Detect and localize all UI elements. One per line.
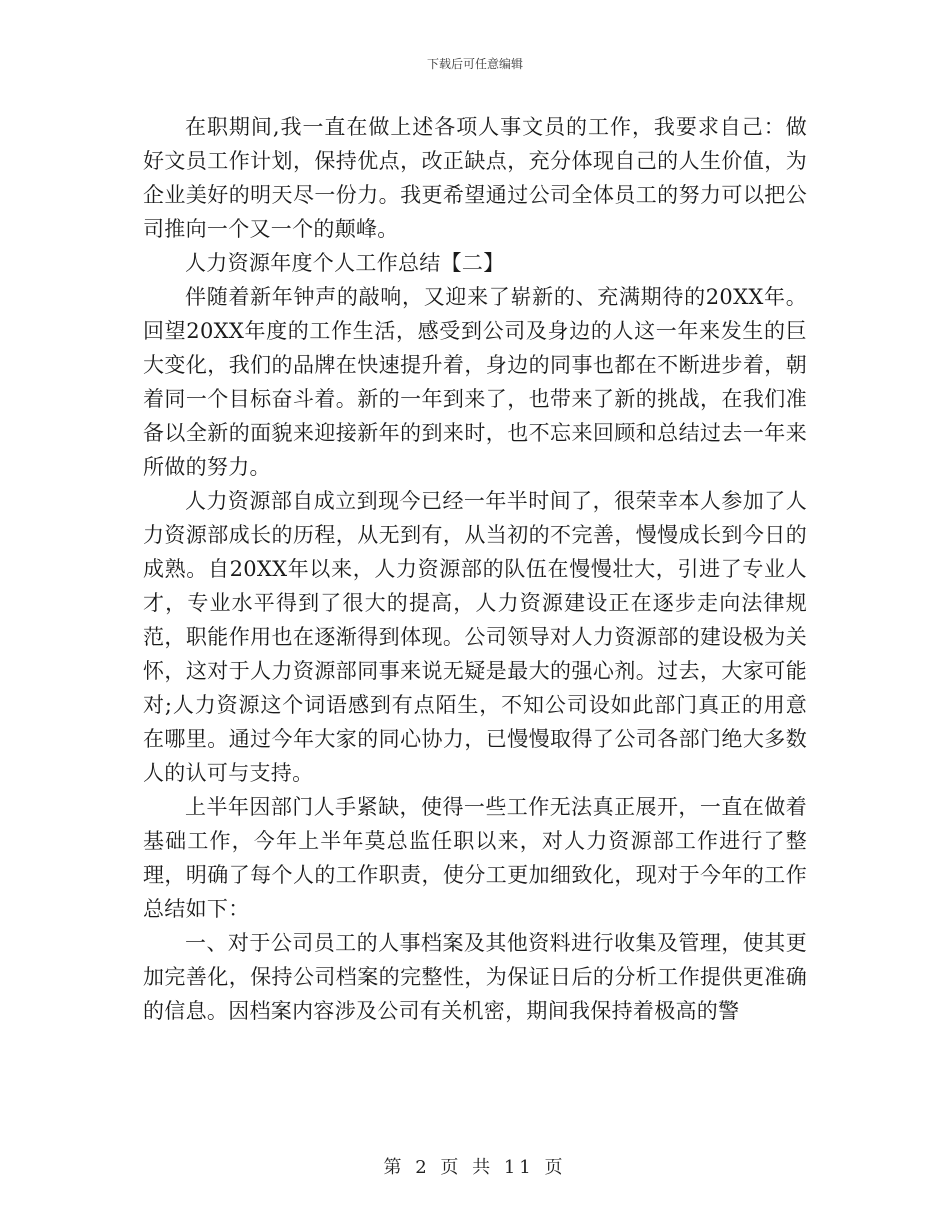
paragraph-3: 人力资源部自成立到现今已经一年半时间了，很荣幸本人参加了人力资源部成长的历程，从无到有，从当初的不完善，慢慢成长到今日的成熟。自20XX年以来，人力资源部的队伍在慢慢壮大，引进了专业人才，专业水平得到了很大的提高，人力资源建设正在逐步走向法律规范，职能作用也在逐渐得到体现。公司领导对人力资源部的建设极为关怀，这对于人力资源部同事来说无疑是最大的强心剂。过去，大家可能对;人力资源这个词语感到有点陌生，不知公司设如此部门真正的用意在哪里。通过今年大家的同心协力，已慢慢取得了公司各部门绝大多数人的认可与支持。 [143,489,807,785]
document-body [143,110,807,1028]
section-heading: 人力资源年度个人工作总结【二】 [185,251,505,275]
page-header-note: 下载后可任意编辑 [426,57,523,71]
paragraph-4: 上半年因部门人手紧缺，使得一些工作无法真正展开，一直在做着基础工作，今年上半年莫总监任职以来，对人力资源部工作进行了整理，明确了每个人的工作职责，使分工更加细致化，现对于今年的工作总结如下： [143,795,807,921]
paragraph-1: 在职期间,我一直在做上述各项人事文员的工作，我要求自己：做好文员工作计划，保持优点，改正缺点，充分体现自己的人生价值，为企业美好的明天尽一份力。我更希望通过公司全体员工的努力可以把公司推向一个又一个的颠峰。 [143,115,807,241]
paragraph-2: 伴随着新年钟声的敲响，又迎来了崭新的、充满期待的20XX年。回望20XX年度的工作生活，感受到公司及身边的人这一年来发生的巨大变化，我们的品牌在快速提升着，身边的同事也都在不断进步着，朝着同一个目标奋斗着。新的一年到来了，也带来了新的挑战，在我们准备以全新的面貌来迎接新年的到来时，也不忘来回顾和总结过去一年来所做的努力。 [143,285,807,479]
page-number: 第 2 页 共 11 页 [383,1157,567,1178]
paragraph-5: 一、对于公司员工的人事档案及其他资料进行收集及管理，使其更加完善化，保持公司档案的完整性，为保证日后的分析工作提供更准确的信息。因档案内容涉及公司有关机密，期间我保持着极高的警 [143,931,807,1023]
